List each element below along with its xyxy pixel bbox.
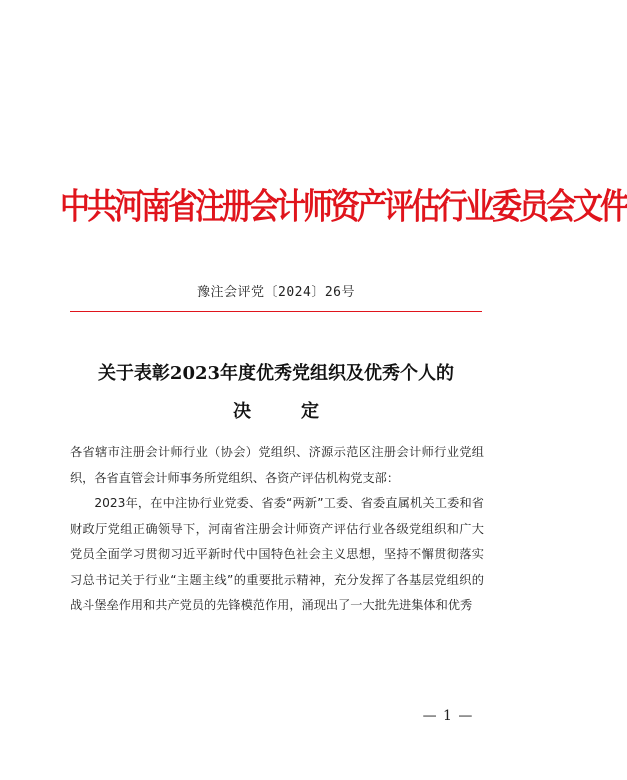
red-divider-rule — [70, 311, 482, 312]
document-title-line-1: 关于表彰2023年度优秀党组织及优秀个人的 — [97, 363, 455, 384]
document-body — [70, 440, 484, 619]
salutation-paragraph: 各省辖市注册会计师行业（协会）党组织、济源示范区注册会计师行业党组织，各省直管会计师事务所党组织、各资产评估机构党支部： — [70, 445, 484, 485]
body-paragraph: 2023年，在中注协行业党委、省委“两新”工委、省委直属机关工委和省财政厅党组正确领导下，河南省注册会计师资产评估行业各级党组织和广大党员全面学习贯彻习近平新时代中国特色社会主义思想，坚持不懈贯彻落实习总书记关于行业“主题主线”的重要批示精神，充分发挥了各基层党组织的战斗堡垒作用和共产党员的先锋模范作用，涌现出了一大批先进集体和优秀 — [70, 496, 484, 612]
document-title-line-2: 决定 — [233, 401, 369, 422]
page-number: — 1 — — [422, 708, 474, 724]
document-masthead: 中共河南省注册会计师资产评估行业委员会文件 — [60, 186, 627, 229]
document-number: 豫注会评党〔2024〕26号 — [197, 285, 355, 300]
